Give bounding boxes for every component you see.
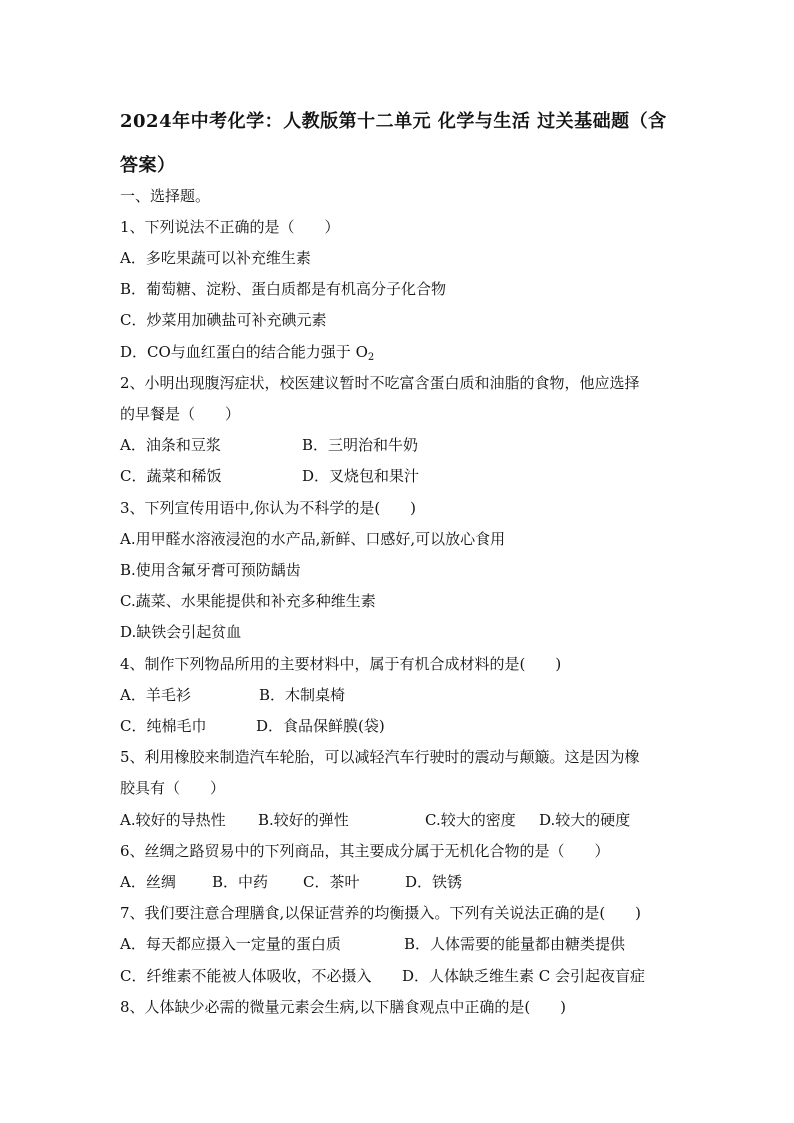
question-6-option-b: B．中药 bbox=[212, 873, 269, 891]
question-1-stem: 1、下列说法不正确的是（ ） bbox=[120, 218, 340, 236]
question-5-option-b: B.较好的弹性 bbox=[258, 811, 349, 829]
question-3-option-d: D.缺铁会引起贫血 bbox=[120, 623, 242, 641]
question-5-stem-line-1: 5、利用橡胶来制造汽车轮胎，可以减轻汽车行驶时的震动与颠簸。这是因为橡 bbox=[120, 748, 640, 766]
question-7-option-b: B．人体需要的能量都由糖类提供 bbox=[404, 935, 626, 953]
question-4-option-c: C．纯棉毛巾 bbox=[120, 717, 207, 735]
question-5-option-c: C.较大的密度 bbox=[425, 811, 516, 829]
section-header: 一、选择题。 bbox=[120, 187, 211, 205]
question-1-option-d-text: D．CO与血红蛋白的结合能力强于 O bbox=[120, 343, 368, 361]
question-6-option-a: A．丝绸 bbox=[120, 873, 176, 891]
question-2-stem-line-2: 的早餐是（ ） bbox=[120, 405, 241, 423]
question-4-option-d: D．食品保鲜膜(袋) bbox=[256, 717, 385, 735]
question-2-option-d: D．叉烧包和果汁 bbox=[302, 467, 420, 485]
question-4-option-b: B．木制桌椅 bbox=[259, 686, 346, 704]
question-2-stem-line-1: 2、小明出现腹泻症状，校医建议暂时不吃富含蛋白质和油脂的食物，他应选择 bbox=[120, 374, 640, 392]
question-8-stem: 8、人体缺少必需的微量元素会生病,以下膳食观点中正确的是( ) bbox=[120, 998, 567, 1016]
question-7-option-d: D．人体缺乏维生素 C 会引起夜盲症 bbox=[402, 967, 646, 985]
question-5-stem-line-2: 胶具有（ ） bbox=[120, 779, 226, 797]
question-6-stem: 6、丝绸之路贸易中的下列商品，其主要成分属于无机化合物的是（ ） bbox=[120, 842, 610, 860]
question-3-option-c: C.蔬菜、水果能提供和补充多种维生素 bbox=[120, 592, 376, 610]
question-2-option-a: A．油条和豆浆 bbox=[120, 436, 221, 454]
question-4-option-a: A．羊毛衫 bbox=[120, 686, 191, 704]
title-line-1: 2024年中考化学：人教版第十二单元 化学与生活 过关基础题（含 bbox=[120, 111, 667, 132]
document-title bbox=[120, 100, 680, 188]
question-5-option-d: D.较大的硬度 bbox=[539, 811, 631, 829]
title-line-2: 答案） bbox=[120, 155, 176, 176]
question-2-option-b: B．三明治和牛奶 bbox=[302, 436, 419, 454]
question-7-option-a: A．每天都应摄入一定量的蛋白质 bbox=[120, 935, 341, 953]
question-3-option-b: B.使用含氟牙膏可预防龋齿 bbox=[120, 561, 301, 579]
question-3-stem: 3、下列宣传用语中,你认为不科学的是( ) bbox=[120, 499, 417, 517]
question-1-option-a: A．多吃果蔬可以补充维生素 bbox=[120, 249, 311, 267]
question-1-option-d bbox=[120, 342, 374, 362]
question-6-option-c: C．茶叶 bbox=[303, 873, 360, 891]
question-4-stem: 4、制作下列物品所用的主要材料中，属于有机合成材料的是( ) bbox=[120, 655, 562, 673]
subscript-2: 2 bbox=[367, 352, 375, 363]
question-1-option-b: B．葡萄糖、淀粉、蛋白质都是有机高分子化合物 bbox=[120, 280, 447, 298]
question-1-option-c: C．炒菜用加碘盐可补充碘元素 bbox=[120, 311, 327, 329]
question-2-option-c: C．蔬菜和稀饭 bbox=[120, 467, 222, 485]
question-7-option-c: C．纤维素不能被人体吸收，不必摄入 bbox=[120, 967, 372, 985]
question-3-option-a: A.用甲醛水溶液浸泡的水产品,新鲜、口感好,可以放心食用 bbox=[120, 530, 506, 548]
question-5-option-a: A.较好的导热性 bbox=[120, 811, 226, 829]
question-6-option-d: D．铁锈 bbox=[405, 873, 463, 891]
question-7-stem: 7、我们要注意合理膳食,以保证营养的均衡摄入。下列有关说法正确的是( ) bbox=[120, 904, 642, 922]
